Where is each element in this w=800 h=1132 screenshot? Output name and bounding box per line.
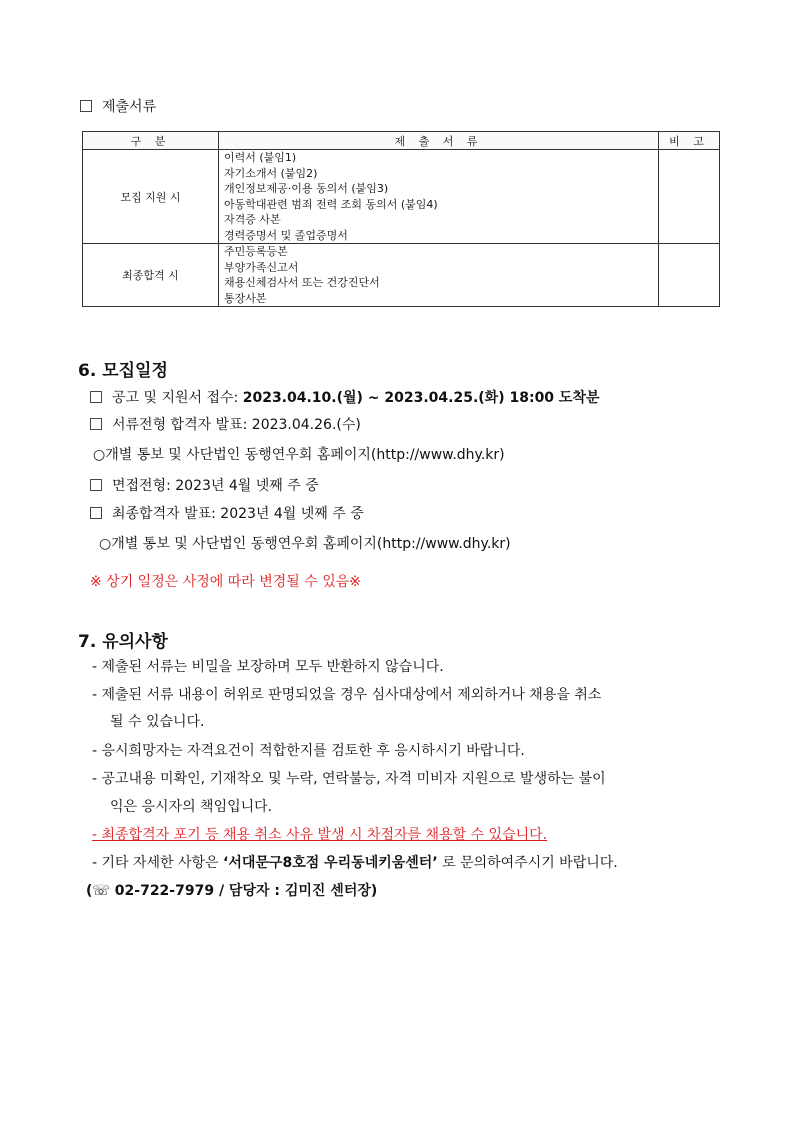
list-item: 자기소개서 (붙임2)	[224, 166, 318, 180]
note-item: - 응시희망자는 자격요건이 적합한지를 검토한 후 응시하시기 바랍니다.	[92, 743, 525, 759]
list-item: 이력서 (붙임1)	[224, 151, 297, 164]
list-item: 부양가족신고서	[224, 260, 299, 274]
note-item-contact-info: - 기타 자세한 사항은 ‘서대문구8호점 우리동네키움센터’ 로 문의하여주시기 바랍니다.	[92, 855, 618, 871]
schedule-line-notify-2: ○개별 통보 및 사단법인 동행연우회 홈페이지(http://www.dhy.kr)	[99, 536, 511, 552]
docs-heading: 제출서류	[80, 96, 156, 116]
note-item-continued: 익은 응시자의 책임입니다.	[110, 799, 273, 815]
table-header-row	[83, 132, 720, 150]
list-item: 채용신체검사서 또는 건강진단서	[224, 276, 380, 289]
note-item-continued: 될 수 있습니다.	[110, 714, 205, 730]
note-item: - 제출된 서류 내용이 허위로 판명되었을 경우 심사대상에서 제외하거나 채용을 취소	[92, 687, 602, 703]
schedule-line-notify-1: ○개별 통보 및 사단법인 동행연우회 홈페이지(http://www.dhy.kr)	[93, 447, 505, 463]
checkbox-square-icon	[90, 479, 102, 491]
checkbox-square-icon	[90, 507, 102, 519]
note-item-highlight: - 최종합격자 포기 등 채용 취소 사유 발생 시 차점자를 채용할 수 있습니다.	[92, 827, 548, 843]
header-documents: 제 출 서 류	[219, 132, 659, 150]
list-item: 주민등록등본	[224, 245, 288, 258]
schedule-line-interview: 면접전형: 2023년 4월 넷째 주 중	[90, 475, 319, 495]
row-documents	[219, 244, 659, 307]
list-item: 개인정보제공·이용 동의서 (붙임3)	[224, 182, 389, 195]
table-row	[83, 150, 720, 244]
list-item: 경력증명서 및 졸업증명서	[224, 228, 348, 242]
note-item: - 공고내용 미확인, 기재착오 및 누락, 연락불능, 자격 미비자 지원으로 발생하는 불이	[92, 771, 606, 787]
row-category: 최종합격 시	[83, 244, 219, 307]
list-item: 아동학대관련 범죄 전력 조회 동의서 (붙임4)	[224, 197, 438, 211]
list-item: 통장사본	[224, 291, 267, 305]
table-row	[83, 244, 720, 307]
header-note: 비 고	[659, 132, 720, 150]
checkbox-square-icon	[80, 100, 92, 112]
row-documents	[219, 150, 659, 244]
schedule-title: 6. 모집일정	[78, 361, 168, 381]
row-category: 모집 지원 시	[83, 150, 219, 244]
row-note	[659, 150, 720, 244]
schedule-line-application: 공고 및 지원서 접수: 2023.04.10.(월) ~ 2023.04.25.(화) 18:00 도착분	[90, 387, 600, 407]
schedule-line-final-result: 최종합격자 발표: 2023년 4월 넷째 주 중	[90, 503, 364, 523]
list-item: 자격증 사본	[224, 213, 281, 226]
schedule-line-document-result: 서류전형 합격자 발표: 2023.04.26.(수)	[90, 414, 361, 434]
documents-table	[82, 131, 720, 307]
notes-title: 7. 유의사항	[78, 632, 168, 652]
header-category: 구 분	[83, 132, 219, 150]
row-note	[659, 244, 720, 307]
checkbox-square-icon	[90, 391, 102, 403]
schedule-notice: ※ 상기 일정은 사정에 따라 변경될 수 있음※	[90, 574, 361, 590]
contact-line: (☏ 02-722-7979 / 담당자 : 김미진 센터장)	[86, 883, 378, 899]
checkbox-square-icon	[90, 418, 102, 430]
note-item: - 제출된 서류는 비밀을 보장하며 모두 반환하지 않습니다.	[92, 659, 444, 675]
